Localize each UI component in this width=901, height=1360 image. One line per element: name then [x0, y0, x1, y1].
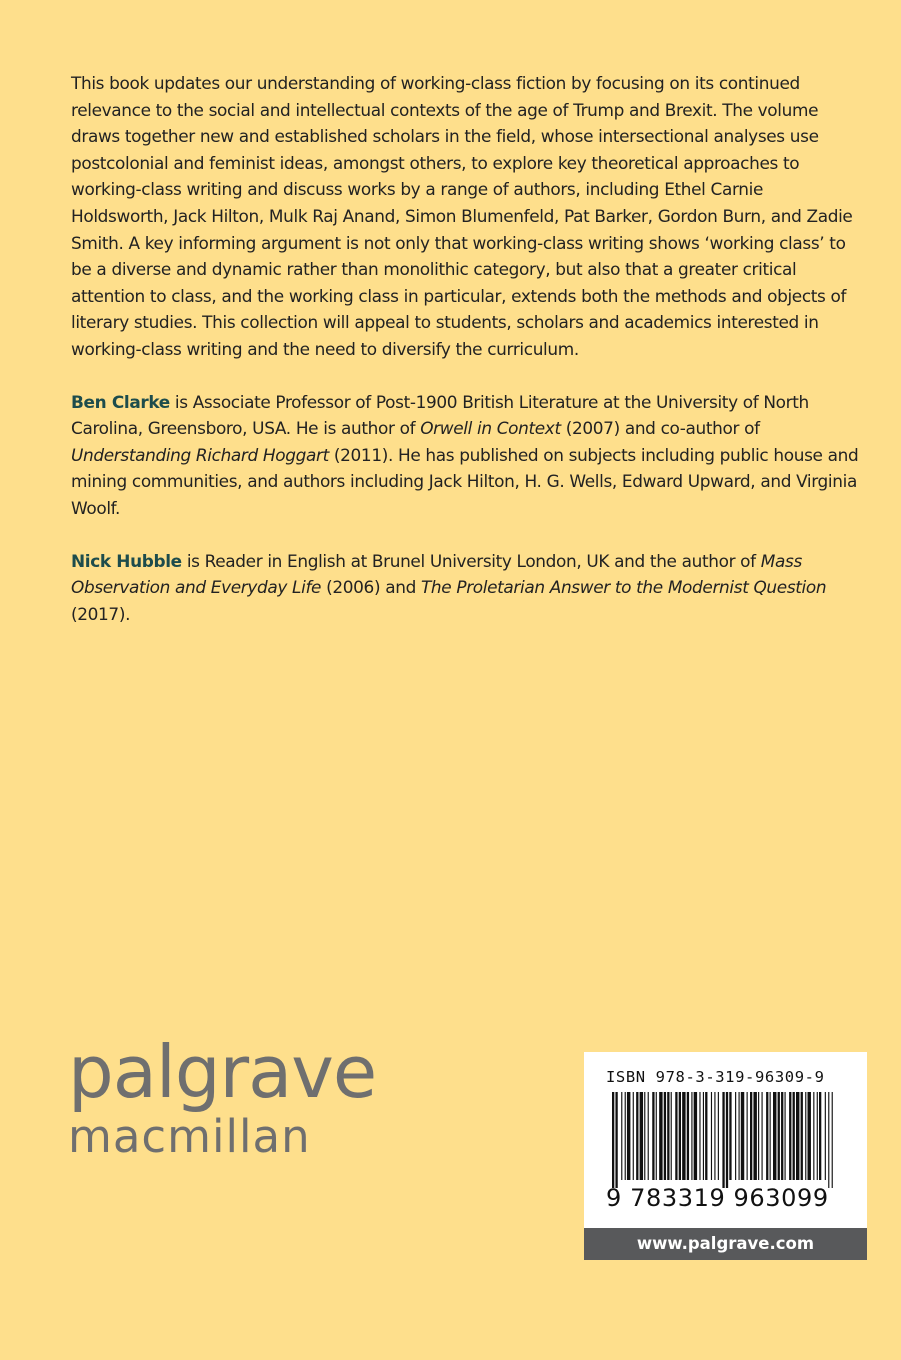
barcode-bar: [726, 1092, 728, 1188]
barcode-bar: [825, 1092, 826, 1180]
author-bio-nick-hubble: [71, 548, 861, 628]
barcode-bar: [796, 1092, 799, 1180]
book-title: Orwell in Context: [420, 418, 561, 439]
barcode-bar: [750, 1092, 752, 1180]
barcode-bar: [778, 1092, 780, 1180]
bio-text: is Associate Professor of Post-1900 British Literature at the University of North Carolina, Greensboro, USA. He is author of: [71, 391, 809, 439]
barcode-bar: [758, 1092, 759, 1180]
author-name: Ben Clarke: [71, 391, 170, 412]
barcode-bar: [656, 1092, 657, 1180]
book-title: The Proletarian Answer to the Modernist Question: [420, 577, 827, 598]
barcode-bar: [789, 1092, 791, 1180]
barcode-bar: [627, 1092, 630, 1180]
barcode-bars-icon: [612, 1092, 838, 1188]
barcode-bar: [785, 1092, 786, 1180]
barcode-bar: [773, 1092, 776, 1180]
isbn-barcode: [584, 1052, 867, 1228]
barcode-bar: [659, 1092, 662, 1180]
barcode-bar: [682, 1092, 685, 1180]
barcode-bar: [729, 1092, 731, 1180]
barcode-bar: [813, 1092, 814, 1180]
barcode-bar: [739, 1092, 740, 1180]
barcode-bar: [770, 1092, 771, 1180]
barcode-bar: [766, 1092, 768, 1180]
barcode-bar: [793, 1092, 795, 1180]
barcode-bar: [735, 1092, 736, 1180]
barcode-bar: [808, 1092, 811, 1180]
barcode-bar: [675, 1092, 677, 1180]
barcode-bar: [832, 1092, 833, 1188]
publisher-website[interactable]: www.palgrave.com: [584, 1228, 867, 1260]
barcode-bar: [625, 1092, 626, 1180]
barcode-bar: [671, 1092, 672, 1180]
book-title: Understanding Richard Hoggart: [71, 444, 329, 465]
barcode-bar: [640, 1092, 643, 1180]
author-name: Nick Hubble: [71, 550, 182, 571]
barcode-bar: [699, 1092, 700, 1180]
barcode-bar: [805, 1092, 806, 1180]
logo-palgrave: palgrave: [68, 1030, 377, 1114]
barcode-bar: [636, 1092, 638, 1180]
barcode-bar: [762, 1092, 763, 1180]
book-title: Mass Observation and Everyday Life: [71, 550, 802, 598]
barcode-bar: [652, 1092, 654, 1180]
barcode-bar: [801, 1092, 803, 1180]
barcode-bar: [679, 1092, 681, 1180]
isbn-label: ISBN 978-3-319-96309-9: [606, 1068, 825, 1086]
barcode-bar: [694, 1092, 697, 1180]
barcode-bar: [621, 1092, 622, 1180]
barcode-bar: [615, 1092, 617, 1188]
barcode-bar: [612, 1092, 614, 1188]
description-paragraph: This book updates our understanding of working-class fiction by focusing on its continued relevance to the social and intellectual contexts of the age of Trump and Brexit. The volume draws together new and established scholars in the field, whose intersectional analyses use postcolonial and feminist ideas, amongst others, to explore key theoretical approaches to working-class writing and discuss works by a range of authors, including Ethel Carnie Holdsworth, Jack Hilton, Mulk Raj Anand, Simon Blumenfeld, Pat Barker, Gordon Burn, and Zadie Smith. A key informing argument is not only that working-class writing shows ‘working class’ to be a diverse and dynamic rather than monolithic category, but also that a greater critical attention to class, and the working class in particular, extends both the methods and objects of literary studies. This collection will appeal to students, scholars and academics interested in working-class writing and the need to diversify the curriculum.: [71, 73, 853, 359]
barcode-bar: [722, 1092, 724, 1188]
author-bio-ben-clarke: [71, 389, 861, 522]
barcode-bar: [648, 1092, 649, 1180]
barcode-bar: [644, 1092, 645, 1180]
barcode-bar: [828, 1092, 829, 1188]
logo-macmillan: macmillan: [68, 1110, 311, 1163]
barcode-bar: [633, 1092, 634, 1180]
publisher-logo: [68, 1030, 377, 1163]
barcode-bar: [714, 1092, 715, 1180]
barcode-bar: [711, 1092, 712, 1180]
barcode-bar: [703, 1092, 704, 1180]
barcode-bar: [718, 1092, 719, 1180]
barcode-bar: [817, 1092, 818, 1180]
bio-text: is Reader in English at Brunel University London, UK and the author of: [181, 550, 761, 571]
barcode-bar: [687, 1092, 689, 1180]
barcode-bar: [741, 1092, 744, 1180]
bio-text: (2006) and: [321, 577, 421, 598]
barcode-bar: [705, 1092, 707, 1180]
barcode-bar: [747, 1092, 748, 1180]
bio-text: (2017).: [71, 603, 131, 624]
barcode-bar: [667, 1092, 669, 1180]
barcode-bar: [819, 1092, 821, 1180]
barcode-digits: 9 783319 963099: [606, 1184, 829, 1212]
bio-text: (2011). He has published on subjects including public house and mining communities, and authors including Jack Hilton, H. G. Wells, Edward Upward, and Virginia Woolf.: [71, 444, 859, 518]
bio-text: (2007) and co-author of: [560, 418, 760, 439]
back-cover-text: [71, 70, 861, 653]
barcode-bar: [691, 1092, 692, 1180]
barcode-bar: [664, 1092, 666, 1180]
barcode-bar: [781, 1092, 783, 1180]
barcode-bar: [753, 1092, 756, 1180]
